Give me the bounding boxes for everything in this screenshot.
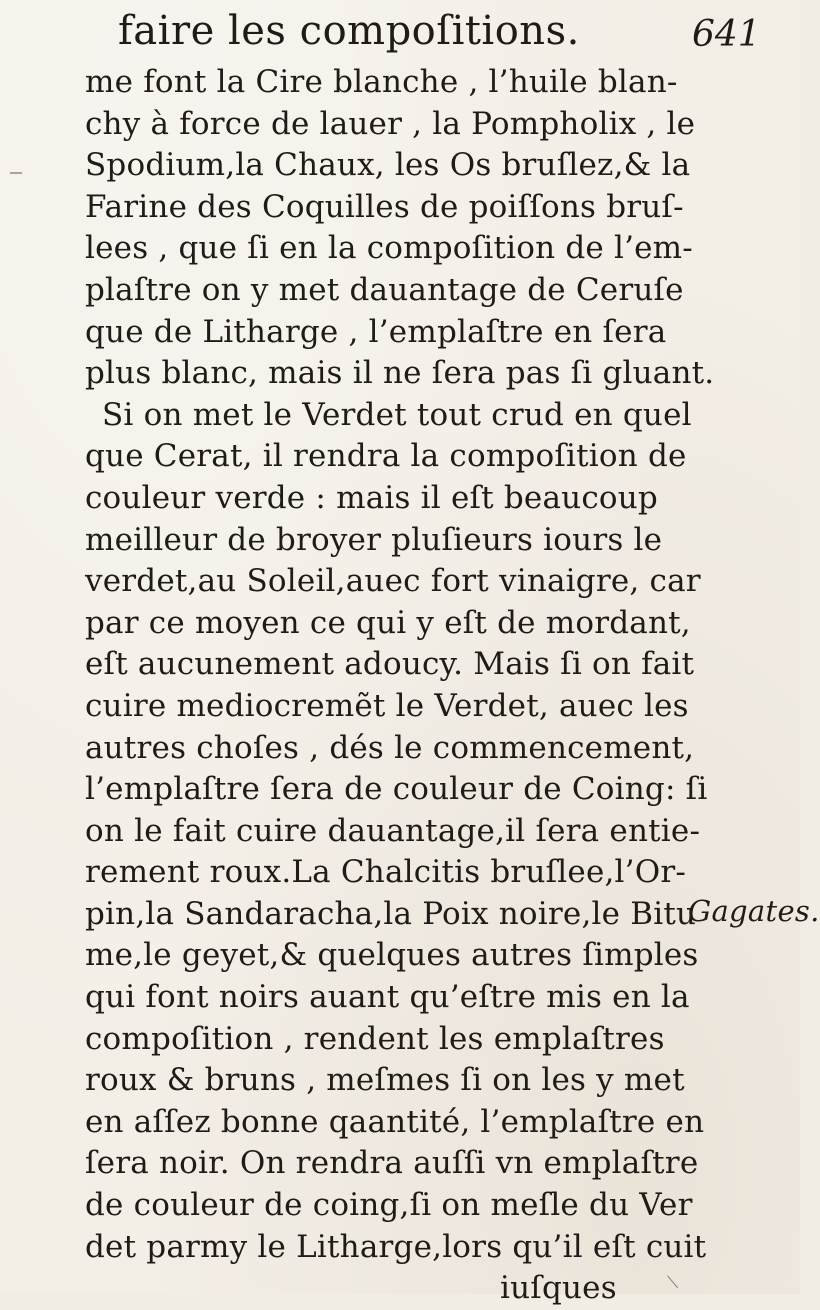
text-line-5: lees , que ſi en la compoſition de l’em- [85,230,693,267]
text-line-12: meilleur de broyer pluſieurs iours le [85,521,663,558]
catchword: iuſques [500,1270,617,1307]
body-text [50,62,750,1310]
text-line-17: autres choſes , dés le commencement, [85,729,695,766]
text-line-23: qui font noirs auant qu’eſtre mis en la [85,979,690,1016]
text-line-1: me font la Cire blanche , l’huile blan- [85,64,678,100]
text-line-15: eſt aucunement adoucy. Mais ſi on fait [85,646,695,683]
page-number: 641 [692,14,761,55]
text-line-9: Si on met le Verdet tout crud en quel [102,396,692,433]
text-line-6: plaſtre on y met dauantage de Ceruſe [85,271,684,308]
text-line-2: chy à force de lauer , la Pompholix , le [85,105,696,142]
text-line-18: l’emplaſtre ſera de couleur de Coing: ſi [85,771,708,808]
text-line-26: en aſſez bonne qaantité, l’emplaſtre en [85,1103,705,1140]
text-line-20: rement roux.La Chalcitis bruſlee,l’Or- [85,854,687,891]
text-line-3: Spodium,la Chaux, les Os bruſlez,& la [85,147,691,184]
text-line-13: verdet,au Soleil,auec fort vinaigre, car [85,563,701,600]
gutter-mark [10,172,22,174]
text-line-4: Farine des Coquilles de poiſſons bruſ- [85,188,684,225]
text-line-11: couleur verde : mais il eſt beaucoup [85,479,658,516]
text-line-22: me,le geyet,& quelques autres ſimples [85,937,699,974]
text-line-16: cuire mediocremẽt le Verdet, auec les [85,687,689,724]
running-head [118,8,778,60]
text-line-25: roux & bruns , meſmes ſi on les y met [85,1062,685,1099]
text-line-7: que de Litharge , l’emplaſtre en ſera [85,313,667,350]
running-title: faire les compoſitions. [118,8,580,54]
text-line-8: plus blanc, mais il ne ſera pas ſi gluant. [85,355,715,392]
text-line-19: on le fait cuire dauantage,il ſera entie- [85,812,701,849]
text-line-14: par ce moyen ce qui y eſt de mordant, [85,604,691,641]
text-line-24: compoſition , rendent les emplaſtres [85,1020,665,1057]
text-line-27: ſera noir. On rendra auſſi vn emplaſtre [85,1145,699,1182]
text-line-29: det parmy le Litharge,lors qu’il eſt cuit [85,1228,707,1265]
text-line-28: de couleur de coing,ſi on meſle du Ver [85,1187,693,1224]
text-line-10: que Cerat, il rendra la compoſition de [85,438,687,475]
marginal-note: Gagates. [688,894,820,928]
text-line-21: pin,la Sandaracha,la Poix noire,le Bitu [85,895,697,932]
